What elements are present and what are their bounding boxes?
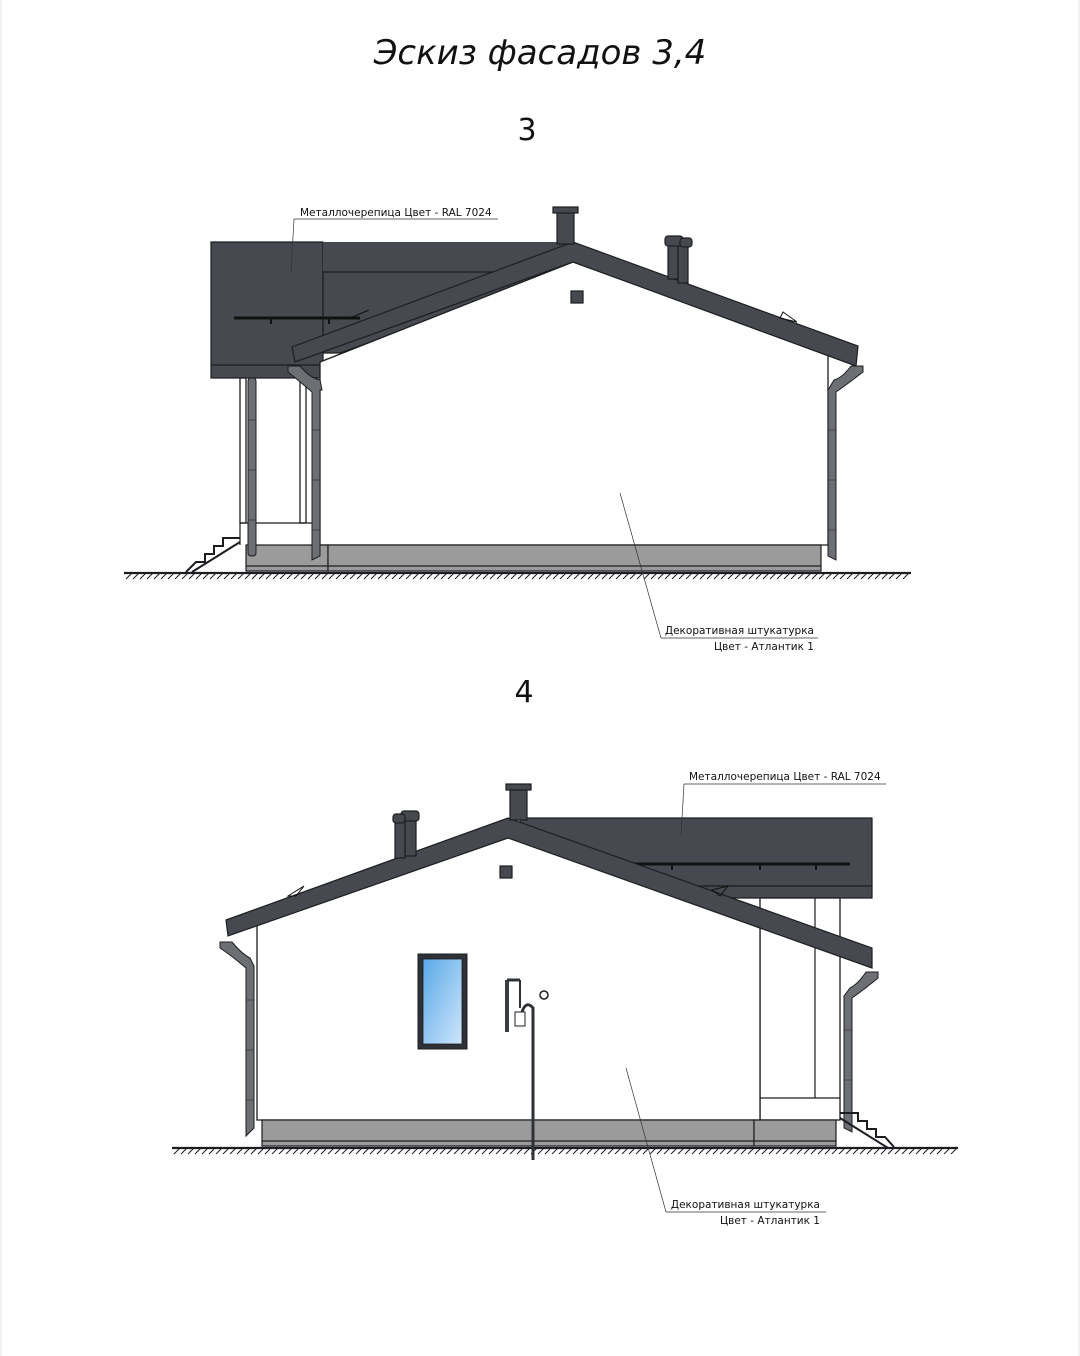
facade-3-number: 3 [517, 113, 537, 148]
facade-4-vent-pipe [404, 816, 416, 856]
facade-3-ground [124, 573, 911, 579]
facade-3-wall-note-line2: Цвет - Атлантик 1 [714, 641, 814, 653]
facade-4-outlet [540, 991, 548, 999]
sheet-title: Эскиз фасадов 3,4 [373, 33, 707, 73]
facade-4-wall-note-line1: Декоративная штукатурка [670, 1199, 820, 1211]
facade-3-roof-note: Металлочерепица Цвет - RAL 7024 [300, 207, 492, 219]
facade-3-chimney [557, 211, 574, 244]
facade-3-downpipe-right [828, 366, 863, 560]
facade-3-porch-post-left [240, 378, 246, 523]
facade-4-roof-note: Металлочерепица Цвет - RAL 7024 [689, 771, 881, 783]
facade-4-ground [172, 1148, 958, 1154]
facade-4-chimney [510, 788, 527, 820]
facade-4-wall-note-line2: Цвет - Атлантик 1 [720, 1215, 820, 1227]
facade-4-plinth [262, 1120, 754, 1146]
facade-3-stairs [186, 538, 240, 572]
facade-4-attic-vent [500, 866, 512, 878]
facade-4-window [418, 954, 467, 1049]
facade-3-attic-vent [571, 291, 583, 303]
facade-3-downpipe-left [248, 378, 256, 556]
facade-3-wall-note-line1: Декоративная штукатурка [664, 625, 814, 637]
facade-3-plinth [328, 545, 821, 571]
facade-4 [172, 675, 958, 1227]
facade-4-number: 4 [514, 675, 534, 710]
facade-4-plinth-porch [754, 1120, 836, 1146]
facade-3 [124, 113, 911, 653]
facade-4-downpipe-right [844, 972, 878, 1132]
facade-3-porch-post-right [300, 378, 306, 523]
facade-4-downpipe-left [220, 942, 254, 1136]
